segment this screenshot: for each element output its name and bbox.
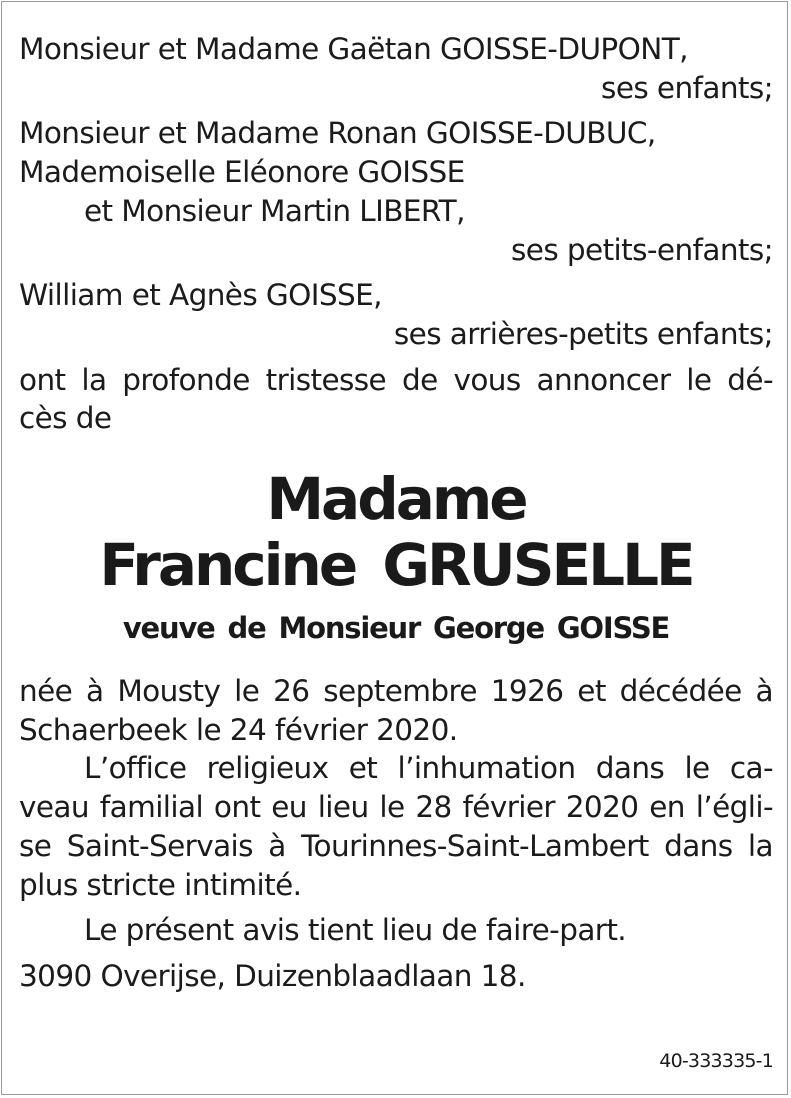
grandchildren-role: ses petits-enfants; xyxy=(511,232,773,267)
grandchildren-line-2: Mademoiselle Eléonore GOISSE xyxy=(19,155,465,190)
birth-line-1: née à Mousty le 26 septembre 1926 et décédée à xyxy=(19,674,773,709)
service-line-1: L’office religieux et l’inhumation dans le ca- xyxy=(84,751,773,786)
children-role: ses enfants; xyxy=(601,70,773,105)
service-line-2: veau familial ont eu lieu le 28 février 2020 en l’égli- xyxy=(19,790,773,825)
deceased-name-block xyxy=(19,466,773,648)
great-grandchildren-role: ses arrières-petits enfants; xyxy=(393,316,773,351)
service-line-3: se Saint-Servais à Tourinnes-Saint-Lambert dans la xyxy=(19,828,773,863)
children-line: Monsieur et Madame Gaëtan GOISSE-DUPONT, xyxy=(19,32,688,66)
birth-line-2: Schaerbeek le 24 février 2020. xyxy=(19,712,458,747)
details-block xyxy=(19,672,773,996)
service-line-4: plus stricte intimité. xyxy=(19,867,302,902)
widow-of-line: veuve de Monsieur George GOISSE xyxy=(122,611,670,646)
address-line: 3090 Overijse, Duizenblaadlaan 18. xyxy=(19,958,526,993)
grandchildren-line-1: Monsieur et Madame Ronan GOISSE-DUBUC, xyxy=(19,116,656,151)
announcement-line-1: ont la profonde tristesse de vous annoncer le dé- xyxy=(19,362,773,397)
deceased-full-name: Francine GRUSELLE xyxy=(99,531,693,600)
great-grandchildren-line: William et Agnès GOISSE, xyxy=(19,278,382,313)
reference-number: 40-333335-1 xyxy=(659,1050,773,1072)
grandchildren-line-3: et Monsieur Martin LIBERT, xyxy=(84,193,465,228)
notice-line: Le présent avis tient lieu de faire-part. xyxy=(84,913,627,948)
announcement-line-2: cès de xyxy=(19,401,112,436)
deceased-title: Madame xyxy=(266,465,526,534)
obituary-notice xyxy=(19,30,773,996)
